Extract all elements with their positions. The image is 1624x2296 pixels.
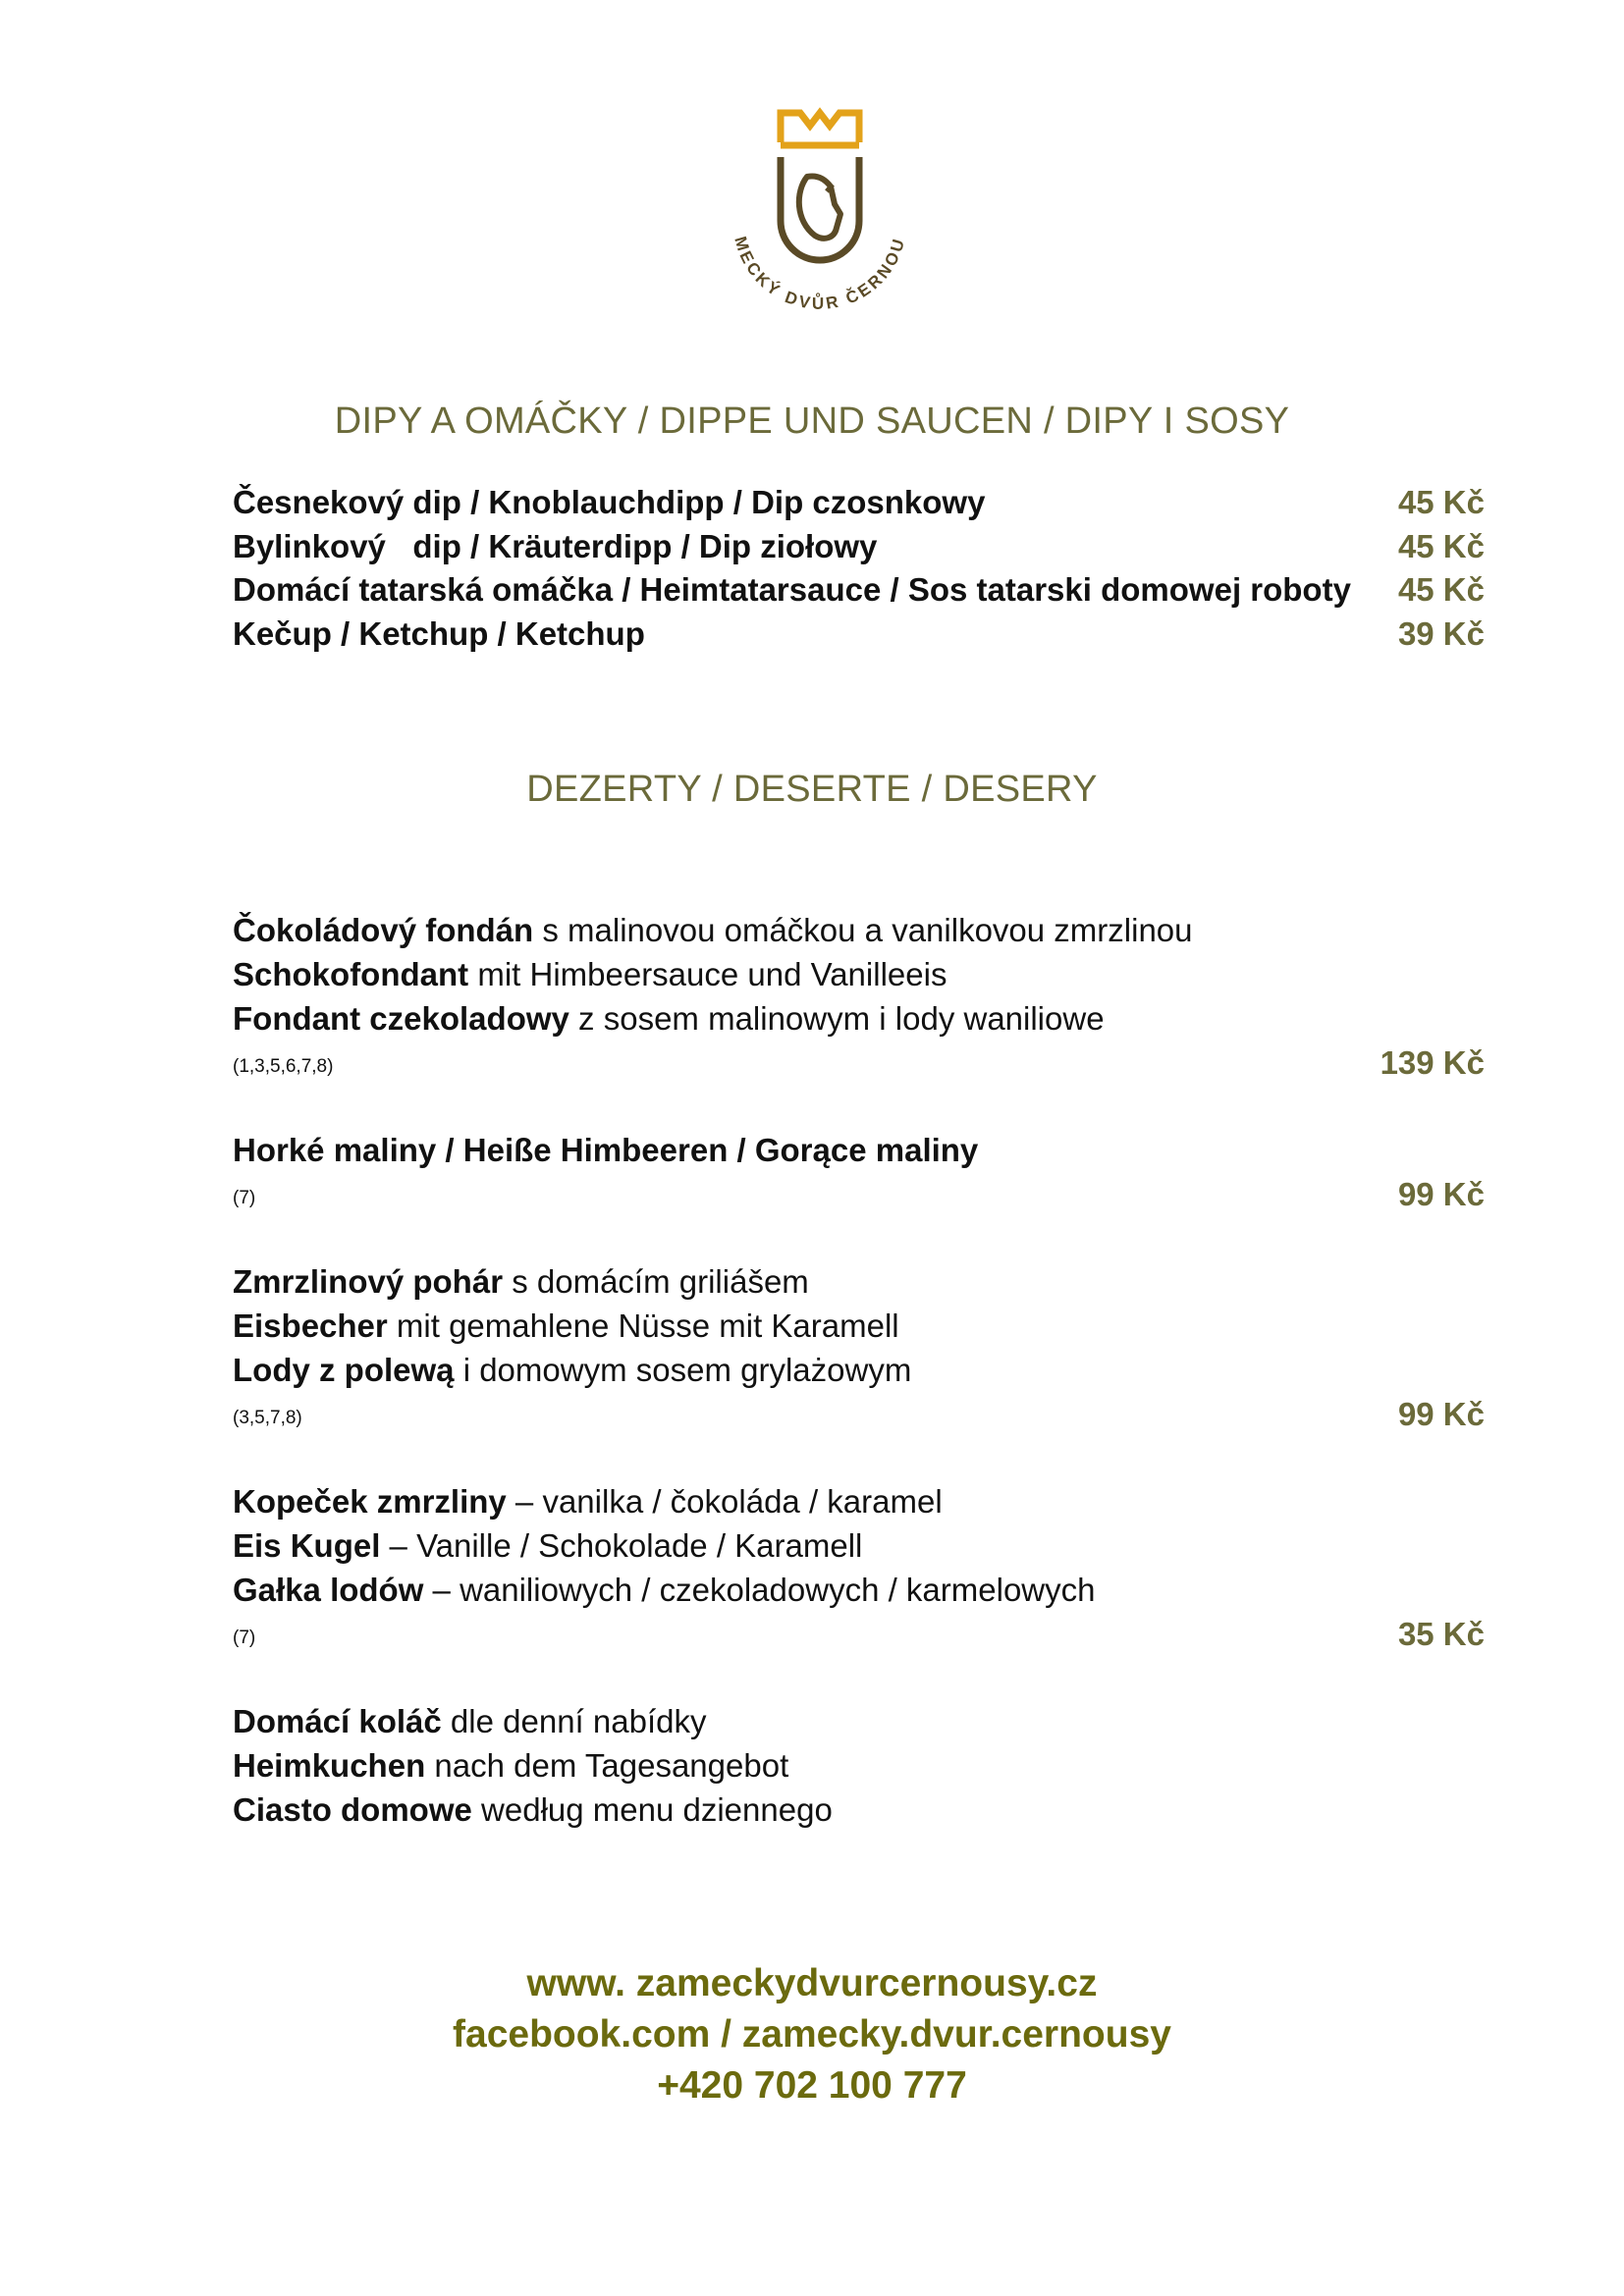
list-item bbox=[233, 1259, 1485, 1436]
dish-description: z sosem malinowym i lody waniliowe bbox=[568, 1000, 1105, 1037]
allergen-row bbox=[233, 1041, 1485, 1085]
dish-description: – waniliowych / czekoladowych / karmelowych bbox=[423, 1572, 1096, 1608]
sauces-list bbox=[233, 481, 1485, 656]
item-price: 99 Kč bbox=[1397, 1176, 1485, 1212]
list-item bbox=[233, 481, 1485, 525]
item-name: Kečup / Ketchup / Ketchup bbox=[233, 614, 645, 652]
allergen-row bbox=[233, 1392, 1485, 1436]
list-item bbox=[233, 1479, 1485, 1656]
list-item bbox=[233, 525, 1485, 569]
item-price: 35 Kč bbox=[1397, 1616, 1485, 1652]
list-item bbox=[233, 568, 1485, 613]
dish-description: dle denní nabídky bbox=[441, 1703, 707, 1739]
desserts-title: DEZERTY / DESERTE / DESERY bbox=[526, 769, 1098, 810]
dish-line bbox=[233, 1304, 1485, 1348]
logo bbox=[697, 98, 943, 334]
dish-description: mit gemahlene Nüsse mit Karamell bbox=[387, 1308, 899, 1344]
dish-line bbox=[233, 1743, 1485, 1788]
dish-name: Gałka lodów bbox=[233, 1572, 424, 1608]
list-item bbox=[233, 908, 1485, 1085]
item-name: Česnekový dip / Knoblauchdipp / Dip czosnkowy bbox=[233, 484, 986, 520]
list-item bbox=[233, 613, 1485, 657]
dish-line bbox=[233, 908, 1485, 952]
item-price: 45 Kč bbox=[1397, 527, 1485, 564]
item-price: 99 Kč bbox=[1397, 1396, 1485, 1432]
list-item bbox=[233, 1699, 1485, 1832]
allergen-row bbox=[233, 1612, 1485, 1656]
allergens: (7) bbox=[233, 1188, 256, 1208]
allergen-row bbox=[233, 1172, 1485, 1216]
item-price: 139 Kč bbox=[1380, 1044, 1485, 1081]
allergens: (7) bbox=[233, 1628, 256, 1648]
allergens: (1,3,5,6,7,8) bbox=[233, 1056, 334, 1077]
dish-description: i domowym sosem grylażowym bbox=[454, 1352, 912, 1388]
dish-name: Fondant czekoladowy bbox=[233, 1000, 569, 1037]
dish-description: nach dem Tagesangebot bbox=[425, 1747, 789, 1784]
dish-description: s domácím griliášem bbox=[503, 1263, 809, 1300]
dish-line bbox=[233, 1788, 1485, 1832]
dish-name: Čokoládový fondán bbox=[233, 912, 534, 948]
sauces-title: DIPY A OMÁČKY / DIPPE UND SAUCEN / DIPY I SOSY bbox=[334, 400, 1290, 442]
dish-name: Zmrzlinový pohár bbox=[233, 1263, 504, 1300]
desserts-list bbox=[233, 908, 1485, 1875]
footer bbox=[0, 1958, 1624, 2111]
allergens: (3,5,7,8) bbox=[233, 1408, 302, 1428]
dish-name: Heimkuchen bbox=[233, 1747, 426, 1784]
dish-name: Lody z polewą bbox=[233, 1352, 455, 1388]
phone-number[interactable]: +420 702 100 777 bbox=[657, 2064, 967, 2107]
dish-name: Kopeček zmrzliny bbox=[233, 1483, 507, 1520]
dish-description: – Vanille / Schokolade / Karamell bbox=[380, 1527, 863, 1564]
dish-line bbox=[233, 1479, 1485, 1523]
dish-name: Schokofondant bbox=[233, 956, 469, 992]
dish-name: Ciasto domowe bbox=[233, 1791, 472, 1828]
dish-name: Eisbecher bbox=[233, 1308, 388, 1344]
item-price: 39 Kč bbox=[1397, 614, 1485, 652]
dish-line bbox=[233, 1568, 1485, 1612]
dish-name: Domácí koláč bbox=[233, 1703, 442, 1739]
svg-text:ZÁMECKÝ DVŮR ČERNOUSY bbox=[697, 98, 909, 313]
dish-description: – vanilka / čokoláda / karamel bbox=[506, 1483, 943, 1520]
dish-description: mit Himbeersauce und Vanilleeis bbox=[468, 956, 947, 992]
dish-name: Horké maliny / Heiße Himbeeren / Gorące maliny bbox=[233, 1132, 979, 1168]
list-item bbox=[233, 1128, 1485, 1216]
dish-line bbox=[233, 952, 1485, 996]
website-link[interactable]: www. zameckydvurcernousy.cz bbox=[526, 1962, 1098, 2004]
dish-line bbox=[233, 1259, 1485, 1304]
dish-line bbox=[233, 1699, 1485, 1743]
dish-line bbox=[233, 1348, 1485, 1392]
castle-horse-logo-icon bbox=[697, 98, 943, 334]
dish-line bbox=[233, 1523, 1485, 1568]
dish-line bbox=[233, 996, 1485, 1041]
item-price: 45 Kč bbox=[1397, 484, 1485, 520]
dish-description: według menu dziennego bbox=[471, 1791, 833, 1828]
logo-text: MECKÝ DVŮR ČERNOU bbox=[731, 234, 909, 313]
dish-name: Eis Kugel bbox=[233, 1527, 381, 1564]
facebook-link[interactable]: facebook.com / zamecky.dvur.cernousy bbox=[453, 2013, 1171, 2056]
dish-line bbox=[233, 1128, 1485, 1172]
dish-description: s malinovou omáčkou a vanilkovou zmrzlinou bbox=[533, 912, 1193, 948]
item-name: Bylinkový dip / Kräuterdipp / Dip ziołowy bbox=[233, 527, 878, 564]
item-price: 45 Kč bbox=[1397, 571, 1485, 608]
item-name: Domácí tatarská omáčka / Heimtatarsauce / Sos tatarski domowej roboty bbox=[233, 571, 1351, 608]
